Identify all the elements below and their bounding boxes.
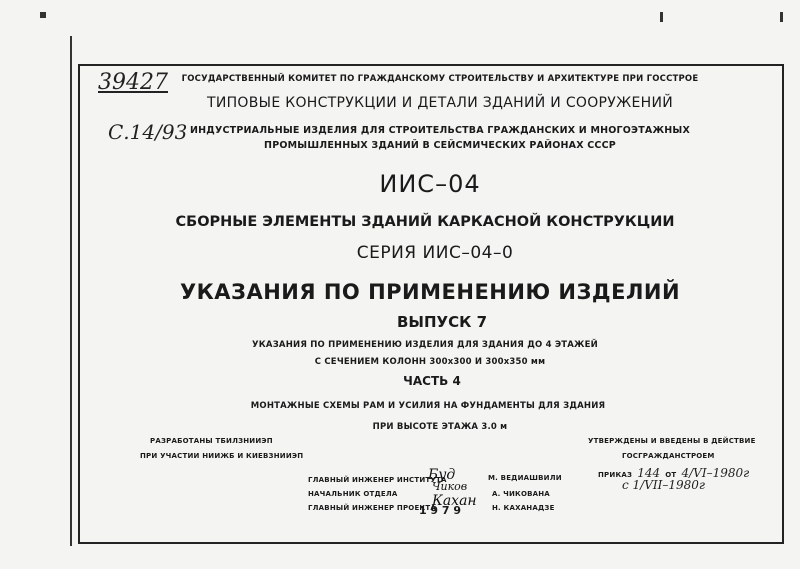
signatory-name-3: Н. КАХАНАДЗЕ: [492, 504, 555, 512]
elements-title: СБОРНЫЕ ЭЛЕМЕНТЫ ЗДАНИЙ КАРКАСНОЙ КОНСТРУКЦИИ: [175, 214, 675, 230]
part-number: ЧАСТЬ 4: [403, 374, 461, 388]
developed-by-line-2: ПРИ УЧАСТИИ НИИЖБ И КИЕВЗНИИЭП: [140, 452, 304, 460]
signatory-name-1: М. ВЕДИАШВИЛИ: [488, 474, 562, 482]
signature-1: Буд: [428, 467, 456, 483]
signatory-name-2: А. ЧИКОВАНА: [492, 490, 550, 498]
part-description: МОНТАЖНЫЕ СХЕМЫ РАМ И УСИЛИЯ НА ФУНДАМЕНТЫ ДЛЯ ЗДАНИЯ: [250, 401, 606, 411]
subtitle-line-2: ПРОМЫШЛЕННЫХ ЗДАНИЙ В СЕЙСМИЧЕСКИХ РАЙОНАХ СССР: [264, 140, 616, 151]
binding-rule: [70, 36, 72, 546]
order-number: 144: [637, 466, 661, 480]
issue-number: ВЫПУСК 7: [396, 313, 488, 331]
order-from: ОТ: [665, 471, 677, 479]
document-title: УКАЗАНИЯ ПО ПРИМЕНЕНИЮ ИЗДЕЛИЙ: [179, 280, 681, 304]
signatory-role-3: ГЛАВНЫЙ ИНЖЕНЕР ПРОЕКТА: [308, 504, 436, 512]
column-section: С СЕЧЕНИЕМ КОЛОНН 300х300 И 300х350 мм: [314, 357, 546, 367]
signatory-role-1: ГЛАВНЫЙ ИНЖЕНЕР ИНСТИТУТА: [308, 476, 447, 484]
issue-description: УКАЗАНИЯ ПО ПРИМЕНЕНИЮ ИЗДЕЛИЯ ДЛЯ ЗДАНИЯ ДО 4 ЭТАЖЕЙ: [252, 340, 598, 350]
publication-year: 1 9 7 9: [418, 504, 462, 517]
developed-by-line-1: РАЗРАБОТАНЫ ТБИЛЗНИИЭП: [150, 437, 273, 445]
approved-line-2: ГОСГРАЖДАНСТРОЕМ: [622, 452, 715, 460]
scan-corner-mark: [40, 12, 46, 18]
subtitle-line-1: ИНДУСТРИАЛЬНЫЕ ИЗДЕЛИЯ ДЛЯ СТРОИТЕЛЬСТВА ГРАЖДАНСКИХ И МНОГОЭТАЖНЫХ: [189, 125, 691, 136]
scan-edge-mark: [660, 12, 663, 22]
signature-3: Кахан: [432, 493, 477, 509]
document-code: ИИС–04: [379, 170, 481, 198]
scan-edge-mark: [780, 12, 783, 22]
order-date: 4/VI–1980г: [681, 466, 750, 480]
order-label: ПРИКАЗ: [598, 471, 633, 479]
series-title: СЕРИЯ ИИС–04–0: [356, 243, 514, 263]
collection-title: ТИПОВЫЕ КОНСТРУКЦИИ И ДЕТАЛИ ЗДАНИЙ И СООРУЖЕНИЙ: [206, 95, 674, 111]
committee-line: ГОСУДАРСТВЕННЫЙ КОМИТЕТ ПО ГРАЖДАНСКОМУ СТРОИТЕЛЬСТВУ И АРХИТЕКТУРЕ ПРИ ГОССТРОЕ: [181, 74, 699, 84]
signature-2: Чиков: [432, 480, 468, 493]
sheet-reference: С.14/93: [108, 120, 188, 144]
order-effective-date: с 1/VII–1980г: [622, 478, 705, 492]
signatory-role-2: НАЧАЛЬНИК ОТДЕЛА: [308, 490, 398, 498]
approved-line-1: УТВЕРЖДЕНЫ И ВВЕДЕНЫ В ДЕЙСТВИЕ: [588, 437, 756, 445]
archive-number: 39427: [98, 70, 168, 95]
floor-height: ПРИ ВЫСОТЕ ЭТАЖА 3.0 м: [372, 422, 508, 432]
